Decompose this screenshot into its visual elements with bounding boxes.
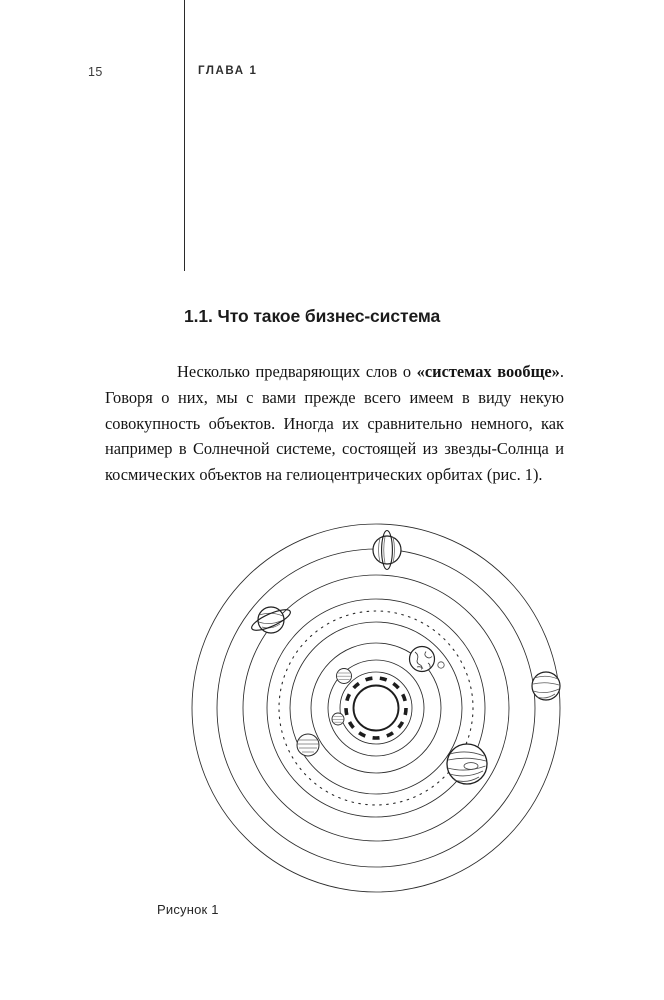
planet-saturn <box>249 606 292 634</box>
section-heading: 1.1. Что такое бизнес-система <box>184 305 441 326</box>
paragraph-emphasis: «системах вообще» <box>416 362 560 382</box>
sun-body <box>354 686 399 731</box>
solar-system-illustration <box>145 516 604 906</box>
planet-jupiter <box>447 744 487 784</box>
moon <box>438 662 444 668</box>
paragraph-text-rest: . Говоря о них, мы с вами прежде всего имеем в виду некую совокупность объектов. Иногда их сравнительно немного, как например в Солнечной системе, состоящей из звезды-Солнца и космических объектов на гелиоцентрических орбитах (рис. 1). <box>105 362 564 484</box>
planet-venus <box>337 669 352 684</box>
planet-uranus <box>373 531 401 570</box>
figure-solar-system <box>145 516 604 931</box>
paragraph-text-lead: Несколько предваряющих слов о <box>177 362 417 382</box>
sun <box>346 678 406 738</box>
planet-earth <box>410 647 445 672</box>
planet-neptune <box>532 672 560 700</box>
chapter-label: ГЛАВА 1 <box>198 65 258 77</box>
planet-mercury <box>332 713 344 725</box>
page-header <box>0 0 664 292</box>
header-vertical-rule <box>184 0 185 271</box>
planet-mars <box>297 734 319 756</box>
body-paragraph <box>105 359 564 487</box>
page-number: 15 <box>88 65 103 79</box>
figure-caption: Рисунок 1 <box>157 902 219 917</box>
